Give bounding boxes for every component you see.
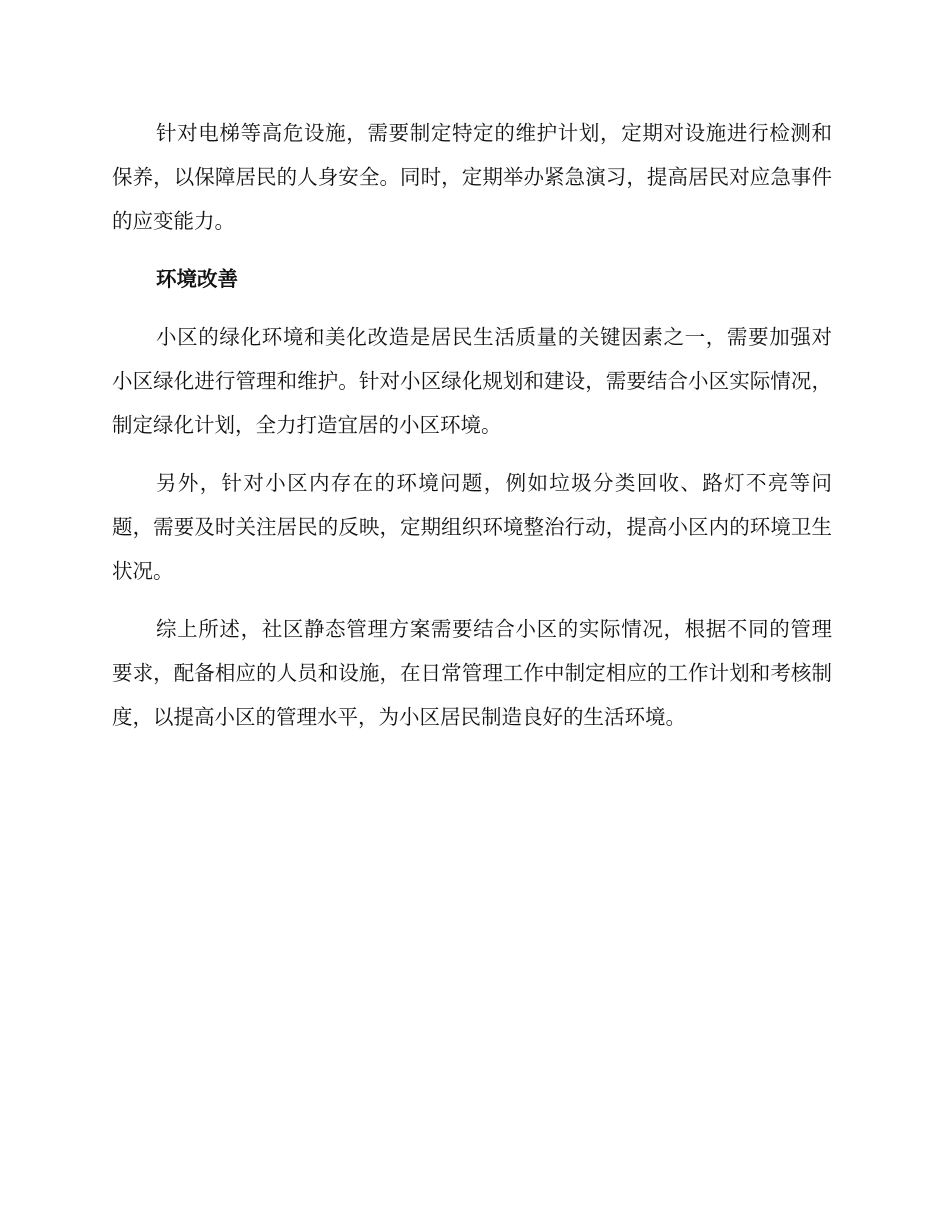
paragraph-environment-issues: 另外，针对小区内存在的环境问题，例如垃圾分类回收、路灯不亮等问题，需要及时关注居民的反映，定期组织环境整治行动，提高小区内的环境卫生状况。 <box>112 471 832 583</box>
paragraph-conclusion: 综上所述，社区静态管理方案需要结合小区的实际情况，根据不同的管理要求，配备相应的人员和设施，在日常管理工作中制定相应的工作计划和考核制度，以提高小区的管理水平，为小区居民制造良好的生活环境。 <box>112 617 832 729</box>
document-page <box>112 111 832 753</box>
paragraph-safety-maintenance: 针对电梯等高危设施，需要制定特定的维护计划，定期对设施进行检测和保养，以保障居民的人身安全。同时，定期举办紧急演习，提高居民对应急事件的应变能力。 <box>112 121 832 233</box>
section-heading-environment: 环境改善 <box>156 267 238 291</box>
paragraph-greening: 小区的绿化环境和美化改造是居民生活质量的关键因素之一，需要加强对小区绿化进行管理和维护。针对小区绿化规划和建设，需要结合小区实际情况，制定绿化计划，全力打造宜居的小区环境。 <box>112 325 832 437</box>
